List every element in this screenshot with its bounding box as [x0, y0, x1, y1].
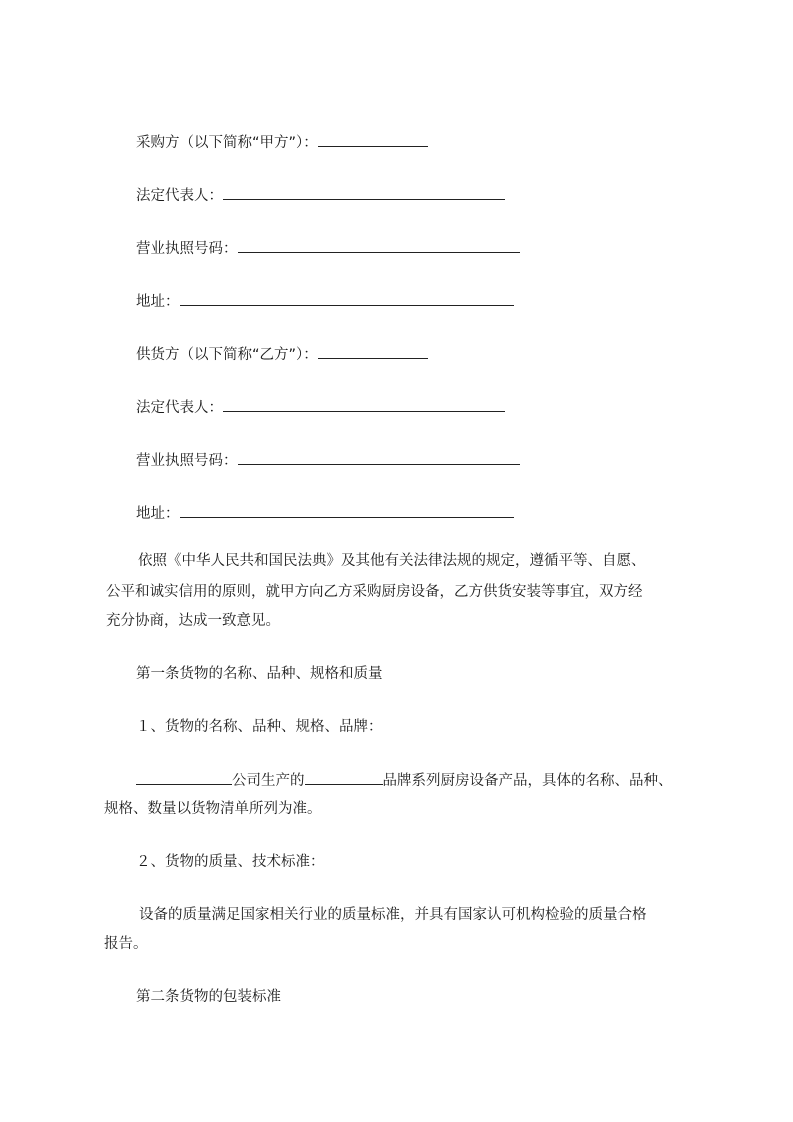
supplier-address-blank[interactable] — [180, 503, 514, 518]
buyer-address-blank[interactable] — [180, 291, 514, 306]
buyer-title-line — [136, 132, 428, 153]
supplier-title-line — [136, 344, 428, 365]
buyer-name-blank[interactable] — [318, 132, 428, 147]
buyer-title-label: 采购方（以下简称“甲方”）： — [136, 135, 318, 151]
supplier-license-label: 营业执照号码： — [136, 453, 238, 469]
article1-item1-text-a: 公司生产的 — [232, 773, 305, 789]
supplier-legal-rep-blank[interactable] — [223, 397, 505, 412]
article1-item2-text-b: 报告。 — [104, 936, 148, 952]
buyer-legal-rep-blank[interactable] — [223, 185, 505, 200]
buyer-license-blank[interactable] — [238, 238, 520, 253]
article1-item1-text-c: 规格、数量以货物清单所列为准。 — [104, 801, 322, 817]
supplier-name-blank[interactable] — [318, 344, 428, 359]
supplier-license-line — [136, 450, 520, 471]
supplier-license-blank[interactable] — [238, 450, 520, 465]
buyer-legal-rep-label: 法定代表人： — [136, 188, 223, 204]
supplier-title-label: 供货方（以下简称“乙方”）： — [136, 347, 318, 363]
buyer-legal-rep-line — [136, 185, 505, 206]
preamble-line-3: 充分协商，达成一致意见。 — [106, 613, 280, 629]
article1-item1-text-b: 品牌系列厨房设备产品，具体的名称、品种、 — [382, 773, 673, 789]
brand-blank[interactable] — [305, 770, 383, 785]
article1-item2-text-a: 设备的质量满足国家相关行业的质量标准，并具有国家认可机构检验的质量合格 — [139, 907, 647, 923]
buyer-address-line — [136, 291, 514, 312]
preamble-line-1: 依照《中华人民共和国民法典》及其他有关法律法规的规定，遵循平等、自愿、 — [138, 553, 646, 569]
supplier-address-line — [136, 503, 514, 524]
manufacturer-blank[interactable] — [136, 770, 232, 785]
supplier-address-label: 地址： — [136, 506, 180, 522]
supplier-legal-rep-line — [136, 397, 505, 418]
buyer-address-label: 地址： — [136, 294, 180, 310]
buyer-license-line — [136, 238, 520, 259]
buyer-license-label: 营业执照号码： — [136, 241, 238, 257]
preamble-line-2: 公平和诚实信用的原则，就甲方向乙方采购厨房设备，乙方供货安装等事宜，双方经 — [106, 584, 643, 600]
article1-item2-title: ２、货物的质量、技术标准： — [136, 854, 325, 870]
article1-item1-title: １、货物的名称、品种、规格、品牌： — [136, 719, 383, 735]
supplier-legal-rep-label: 法定代表人： — [136, 400, 223, 416]
article1-item1-text-line — [136, 770, 673, 791]
article1-heading: 第一条货物的名称、品种、规格和质量 — [136, 666, 383, 682]
article2-heading: 第二条货物的包装标准 — [136, 989, 281, 1005]
